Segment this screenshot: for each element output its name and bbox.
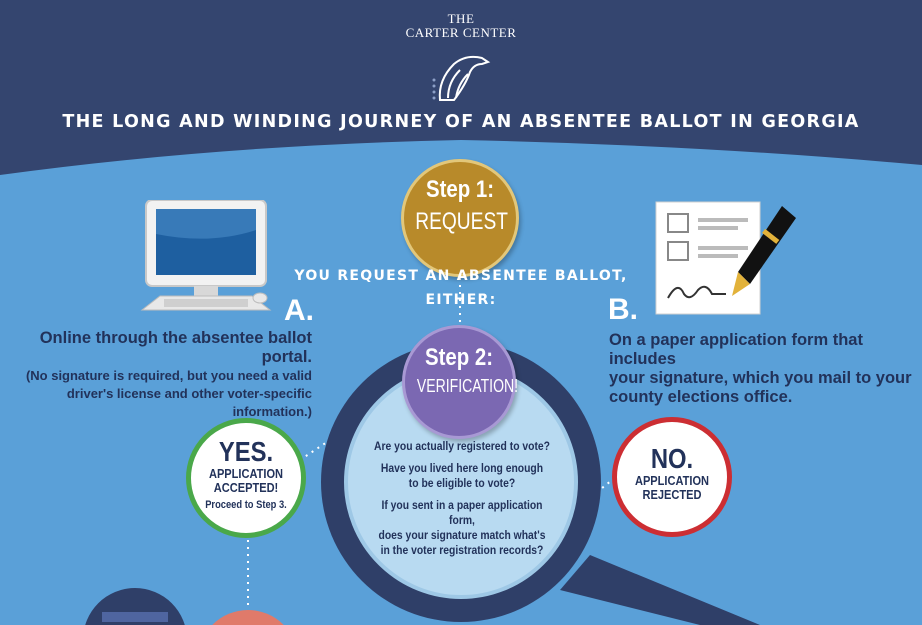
no-line1: APPLICATION [634, 473, 710, 488]
step1-circle [401, 159, 519, 277]
option-b-letter: B. [608, 293, 638, 326]
yes-line3: Proceed to Step 3. [205, 499, 287, 511]
option-b-text [609, 331, 922, 407]
option-a-main: Online through the absentee ballot portal. [39, 329, 312, 366]
paper-form-icon [650, 198, 800, 318]
verification-questions [364, 440, 560, 566]
no-label: NO. [650, 443, 694, 474]
option-b-line3: county elections office. [609, 388, 793, 406]
yes-line2: ACCEPTED! [213, 480, 279, 495]
option-a-text [0, 329, 312, 421]
question-signature: If you sent in a paper application form, does your signature match what's in the voter registration records? [378, 500, 546, 557]
step2-label: Step 2: [424, 344, 493, 371]
option-a-note2: driver's license and other voter-specific information.) [66, 386, 312, 419]
yes-label: YES. [218, 436, 274, 467]
option-a-letter: A. [284, 294, 314, 327]
option-b-line2: your signature, which you mail to your [609, 369, 912, 387]
request-line1: YOU REQUEST AN ABSENTEE BALLOT, [294, 268, 628, 284]
step1-sub: REQUEST [415, 208, 509, 235]
yes-accepted-circle [186, 418, 306, 538]
no-rejected-circle [612, 417, 732, 537]
page-title: THE LONG AND WINDING JOURNEY OF AN ABSENTEE BALLOT IN GEORGIA [62, 112, 860, 132]
question-residency: Have you lived here long enough to be eligible to vote? [380, 463, 544, 490]
computer-icon [140, 200, 280, 330]
yes-line1: APPLICATION [208, 466, 284, 481]
logo-line2: CARTER CENTER [405, 25, 517, 40]
step2-circle [402, 325, 519, 439]
eagle-logo-icon [426, 50, 496, 106]
option-b-line1: On a paper application form that includes [609, 331, 863, 368]
no-line2: REJECTED [642, 487, 702, 502]
logo-line1: THE [447, 11, 475, 26]
option-a-note1: (No signature is required, but you need a valid [25, 368, 312, 383]
step1-label: Step 1: [425, 176, 494, 203]
request-text [280, 264, 642, 312]
request-line2: EITHER: [425, 292, 497, 308]
question-registered: Are you actually registered to vote? [373, 441, 551, 453]
step2-sub: VERIFICATION! [416, 376, 519, 396]
